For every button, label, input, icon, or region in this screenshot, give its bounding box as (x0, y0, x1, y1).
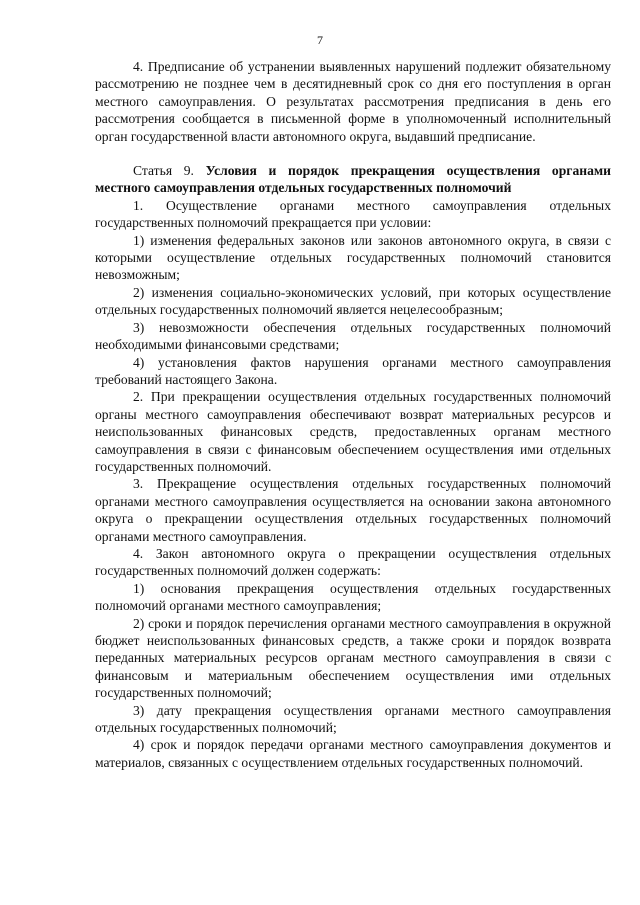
clause-4: 4. Закон автономного округа о прекращении осуществления отдельных государственных полномочий должен содержать: (95, 545, 611, 579)
paragraph-prescription-review: 4. Предписание об устранении выявленных нарушений подлежит обязательному рассмотрению не позднее чем в десятидневный срок со дня его поступления в орган местного самоуправления. О результатах рассмотрения предписания в день его рассмотрения сообщается в письменной форме в уполномоченный исполнительный орган государственной власти автономного округа, выдавший предписание. (95, 59, 611, 144)
clause-1-item-1: 1) изменения федеральных законов или законов автономного округа, в связи с которыми осуществление отдельных государственных полномочий становится невозможным; (95, 232, 611, 283)
clause-4-item-4: 4) срок и порядок передачи органами местного самоуправления документов и материалов, связанных с осуществлением отдельных государственных полномочий. (95, 737, 611, 770)
article-heading (95, 162, 611, 197)
clause-4-item-1: 1) основания прекращения осуществления отдельных государственных полномочий органами местного самоуправления; (95, 580, 611, 614)
clause-1-item-4: 4) установления фактов нарушения органами местного самоуправления требований настоящего Закона. (95, 354, 611, 387)
clause-1-item-3: 3) невозможности обеспечения отдельных государственных полномочий необходимыми финансовыми средствами; (95, 319, 611, 353)
section-gap (95, 145, 611, 162)
clause-4-item-2: 2) сроки и порядок перечисления органами местного самоуправления в окружной бюджет неиспользованных финансовых средств, а также сроки и порядок возврата переданных материальных ресурсов органам местного самоуправления в связи с финансовым и материальным обеспечением осуществления ими отдельных государственных полномочий; (95, 615, 611, 701)
document-body (95, 58, 611, 771)
clause-3: 3. Прекращение осуществления отдельных государственных полномочий органами местного самоуправления осуществляется на основании закона автономного округа о прекращении осуществления отдельных государственных полномочий органами местного самоуправления. (95, 476, 611, 544)
clause-1: 1. Осуществление органами местного самоуправления отдельных государственных полномочий прекращается при условии: (95, 197, 611, 231)
page-number: 7 (317, 33, 323, 47)
clause-4-item-3: 3) дату прекращения осуществления органами местного самоуправления отдельных государственных полномочий; (95, 702, 611, 736)
clause-2: 2. При прекращении осуществления отдельных государственных полномочий органы местного самоуправления обеспечивают возврат материальных ресурсов и неиспользованных финансовых средств, предоставленных органам местного самоуправления в связи с финансовым обеспечением осуществления ими отдельных государственных полномочий. (95, 389, 611, 474)
clause-1-item-2: 2) изменения социально-экономических условий, при которых осуществление отдельных государственных полномочий является нецелесообразным; (95, 284, 611, 318)
article-number: Статья 9. (133, 163, 194, 179)
article-title: Условия и порядок прекращения осуществления органами местного самоуправления отдельных государственных полномочий (95, 163, 611, 196)
